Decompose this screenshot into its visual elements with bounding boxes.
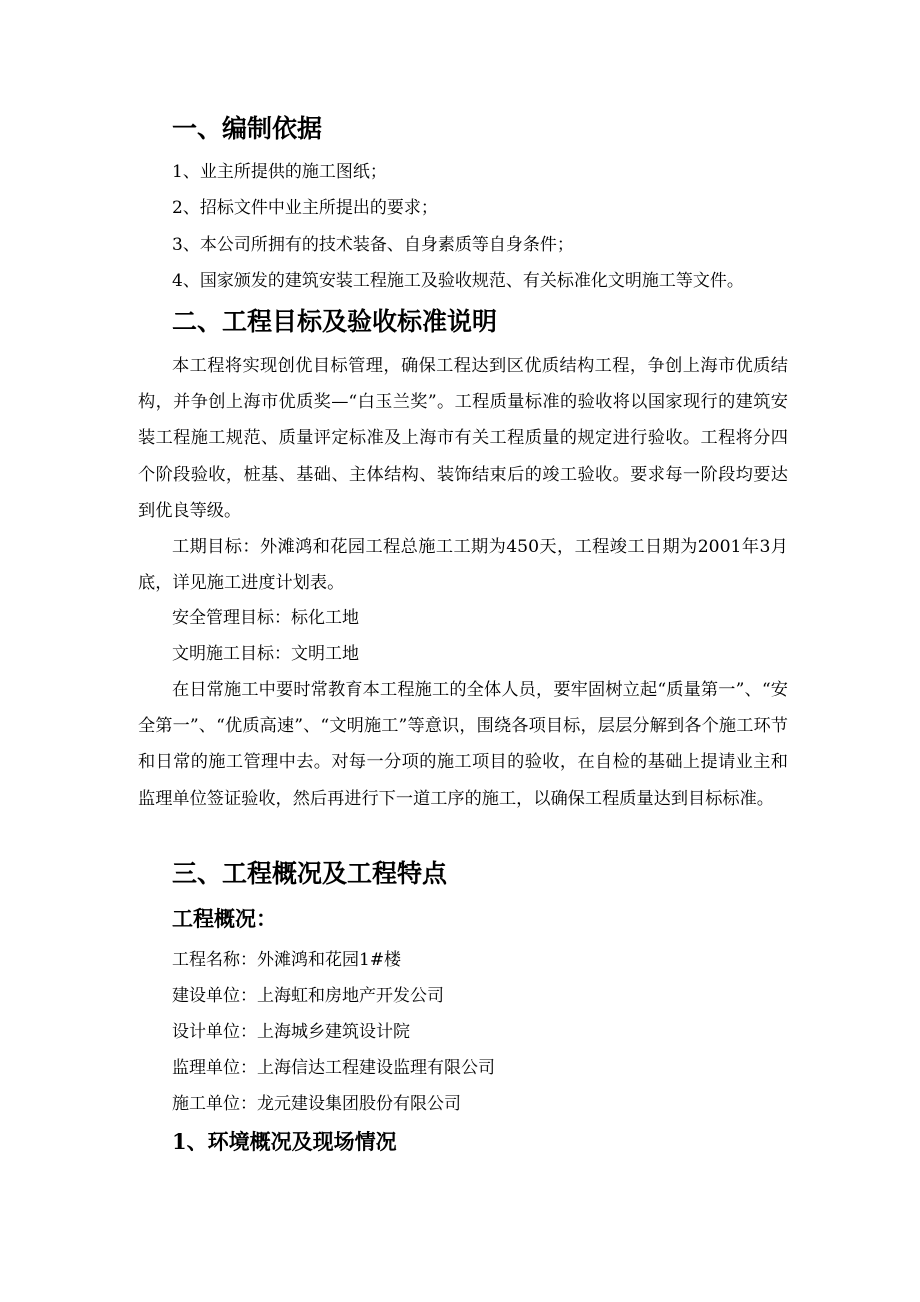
section-2-paragraph-3: 在日常施工中要时常教育本工程施工的全体人员，要牢固树立起“质量第一”、“安全第一”、“优质高速”、“文明施工”等意识，围绕各项目标，层层分解到各个施工环节和日常的施工管理中去。对每一分项的施工项目的验收，在自检的基础上提请业主和监理单位签证验收，然后再进行下一道工序的施工，以确保工程质量达到目标标准。 xyxy=(138,680,788,809)
contractor-unit: 施工单位：龙元建设集团股份有限公司 xyxy=(172,1094,461,1114)
section-2-paragraph-2: 工期目标：外滩鸿和花园工程总施工工期为450天，工程竣工日期为2001年3月底，详见施工进度计划表。 xyxy=(138,537,788,594)
section-1-item-3: 3、本公司所拥有的技术装备、自身素质等自身条件； xyxy=(172,235,574,255)
section-3-title: 三、工程概况及工程特点 xyxy=(172,859,448,888)
section-1-item-4: 4、国家颁发的建筑安装工程施工及验收规范、有关标准化文明施工等文件。 xyxy=(172,271,744,291)
section-1-item-1: 1、业主所提供的施工图纸； xyxy=(172,162,387,182)
supervision-unit: 监理单位：上海信达工程建设监理有限公司 xyxy=(172,1058,495,1078)
section-1-item-2: 2、招标文件中业主所提出的要求； xyxy=(172,198,438,218)
project-name: 工程名称：外滩鸿和花园1#楼 xyxy=(172,950,402,970)
project-overview-heading: 工程概况： xyxy=(172,906,277,931)
construction-owner: 建设单位：上海虹和房地产开发公司 xyxy=(172,986,444,1006)
section-1-title: 一、编制依据 xyxy=(172,114,323,143)
environment-heading: 1、环境概况及现场情况 xyxy=(172,1129,397,1154)
section-2-title: 二、工程目标及验收标准说明 xyxy=(172,307,498,336)
safety-target: 安全管理目标：标化工地 xyxy=(172,608,359,628)
design-unit: 设计单位：上海城乡建筑设计院 xyxy=(172,1022,410,1042)
civil-construction-target: 文明施工目标：文明工地 xyxy=(172,644,359,664)
section-2-paragraph-1: 本工程将实现创优目标管理，确保工程达到区优质结构工程，争创上海市优质结构，并争创上海市优质奖—“白玉兰奖”。工程质量标准的验收将以国家现行的建筑安装工程施工规范、质量评定标准及上海市有关工程质量的规定进行验收。工程将分四个阶段验收，桩基、基础、主体结构、装饰结束后的竣工验收。要求每一阶段均要达到优良等级。 xyxy=(138,356,788,521)
